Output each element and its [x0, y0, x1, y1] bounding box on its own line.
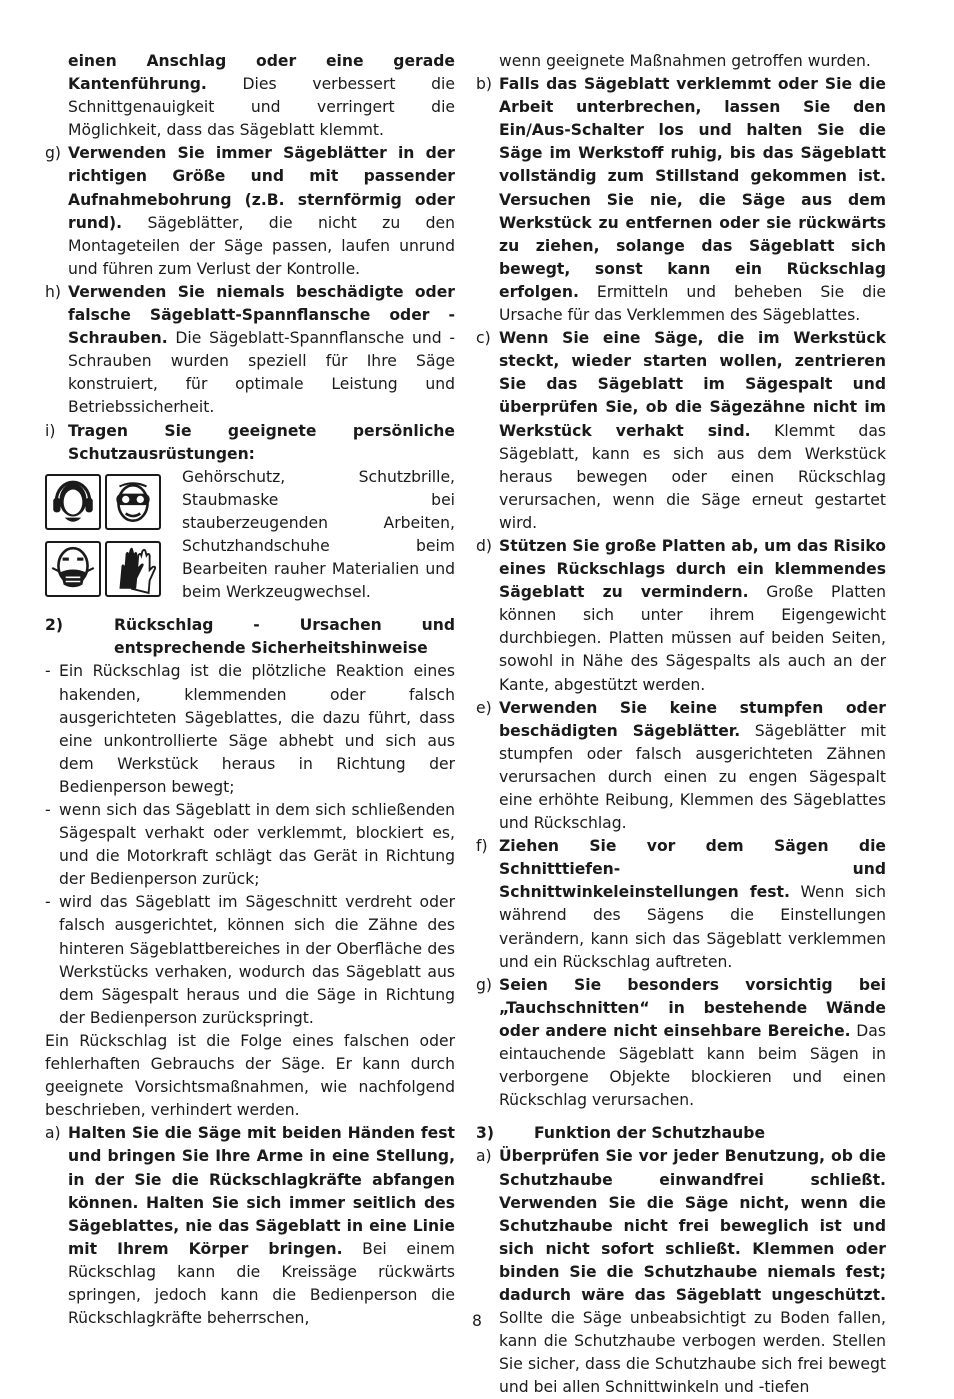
dash-bullet: - [45, 801, 51, 819]
item-bold: Halten Sie die Säge mit beiden Händen fest und bringen Sie Ihre Arme in eine Stellung, in der Sie die Rückschlagkräfte abfangen können. Halten Sie sich immer seitlich des Sägeblattes, nie das Sägeblatt in eine Linie mit Ihrem Körper bringen. [68, 1124, 455, 1258]
page-number: 8 [472, 1312, 482, 1330]
dash-list-item [45, 799, 455, 891]
item-text: Das eintauchende Sägeblatt kann beim Sägen in verborgene Objekte blockieren und einen Rückschlag verursachen. [499, 1021, 886, 1110]
dash-list-item [45, 891, 455, 1030]
dash-item-text: wenn sich das Sägeblatt in dem sich schließenden Sägespalt verhakt oder verklemmt, blockiert es, und die Motorkraft schlägt das Gerät in Richtung der Bedienperson zurück; [59, 801, 455, 889]
item-bold: Tragen Sie geeignete persönliche Schutzausrüstungen: [68, 421, 455, 463]
protective-gloves-icon [105, 541, 161, 597]
item-bold: Verwenden Sie keine stumpfen oder beschädigten Sägeblätter. [499, 698, 886, 740]
list-item-a-right [476, 1145, 886, 1399]
ppe-description: Gehörschutz, Schutzbrille, Staubmaske bei stauberzeugenden Arbeiten, Schutzhandschuhe beim Bearbeiten rauher Materialien und beim Werkzeugwechsel. [182, 467, 455, 602]
item-bold: Ziehen Sie vor dem Sägen die Schnitttiefen- und Schnittwinkeleinstellungen fest. [499, 837, 886, 902]
item-text: Sollte die Säge unbeabsichtigt zu Boden fallen, kann die Schutzhaube verbogen werden. Stellen Sie sicher, dass die Schutzhaube sich frei bewegt und bei allen Schnittwinkeln und -tiefen [499, 1309, 886, 1397]
item-text: Große Platten können sich unter ihrem Eigengewicht durchbiegen. Platten müssen auf beiden Seiten, sowohl in Nähe des Sägespalts als auch an der Kante, abgestützt werden. [499, 583, 886, 694]
item-bold: Wenn Sie eine Säge, die im Werkstück steckt, wieder starten wollen, zentrieren Sie das Sägeblatt im Sägespalt und überprüfen Sie, ob die Sägezähne nicht im Werkstück verhakt sind. [499, 329, 886, 440]
item-marker: a) [476, 1147, 492, 1166]
list-item-i [45, 420, 455, 466]
section-title: Rückschlag - Ursachen und entsprechende Sicherheitshinweise [114, 616, 455, 658]
item-text: Wenn sich während des Sägens die Einstellungen verändern, kann sich das Sägeblatt verklemmen und ein Rückschlag auftreten. [499, 883, 886, 971]
item-bold: Überprüfen Sie vor jeder Benutzung, ob die Schutzhaube einwandfrei schließt. Verwenden Sie die Säge nicht, wenn die Schutzhaube nicht frei beweglich ist und sich nicht sofort schließt. Klemmen oder binden Sie die Schutzhaube niemals fest; dadurch wäre das Sägeblatt ungeschützt. [499, 1147, 886, 1304]
item-bold: Verwenden Sie immer Sägeblätter in der richtigen Größe und mit passender Aufnahmebohrung (z.B. sternförmig oder rund). [68, 144, 455, 232]
item-bold: Stützen Sie große Platten ab, um das Risiko eines Rückschlags durch ein klemmendes Sägeblatt zu vermindern. [499, 536, 886, 602]
dash-list-item [45, 660, 455, 799]
dash-item-text: Ein Rückschlag ist die plötzliche Reaktion eines hakenden, klemmenden oder falsch ausgerichteten Sägeblattes, die dazu führt, dass eine unkontrollierte Säge abhebt und sich aus dem Werkstück heraus in Richtung der Bedienperson bewegt; [59, 662, 455, 796]
section-title: Funktion der Schutzhaube [534, 1124, 766, 1143]
section-heading-2 [45, 614, 455, 660]
right-column [476, 50, 886, 1399]
item-text: Bei einem Rückschlag kann die Kreissäge rückwärts springen, jedoch kann die Bedienperson die Rückschlagkräfte beherrschen, [68, 1239, 455, 1328]
dust-mask-icon [45, 541, 101, 597]
list-item-e [476, 697, 886, 836]
item-marker: b) [476, 75, 492, 94]
list-item-f [476, 835, 886, 974]
left-column [45, 50, 455, 1330]
list-item-a [45, 1122, 455, 1330]
item-marker: g) [476, 975, 492, 994]
list-item-d [476, 535, 886, 697]
item-text: Klemmt das Sägeblatt, kann es sich aus dem Werkstück heraus bewegen oder einen Rückschlag verursachen, wenn die Säge erneut gestartet wird. [499, 421, 886, 532]
item-text: Ermitteln und beheben Sie die Ursache für das Verklemmen des Sägeblattes. [499, 282, 886, 325]
safety-goggles-icon [105, 474, 161, 530]
section-number: 3) [476, 1124, 494, 1143]
intro-bold: einen Anschlag oder eine gerade Kantenführung. [68, 52, 455, 94]
dash-bullet: - [45, 662, 51, 681]
kickback-paragraph: Ein Rückschlag ist die Folge eines falschen oder fehlerhaften Gebrauchs der Säge. Er kann durch geeignete Vorsichtsmaßnahmen, wie nachfolgend beschrieben, verhindert werden. [45, 1031, 455, 1120]
list-item-b [476, 73, 886, 327]
item-marker: h) [45, 282, 61, 301]
item-bold: Verwenden Sie niemals beschädigte oder falsche Sägeblatt-Spannflansche oder -Schrauben. [68, 282, 455, 348]
item-marker: e) [476, 698, 492, 717]
ppe-icon-grid [45, 466, 169, 605]
item-marker: f) [476, 837, 488, 856]
dash-item-text: wird das Sägeblatt im Sägeschnitt verdreht oder falsch ausgerichtet, können sich die Zähne des hinteren Sägeblattbereiches in der Oberfläche des Werkstücks verhaken, wodurch das Sägeblatt aus dem Sägespalt heraus und die Säge in Richtung der Bedienperson zurückspringt. [59, 893, 455, 1027]
section-number: 2) [45, 616, 63, 635]
item-bold: Falls das Sägeblatt verklemmt oder Sie die Arbeit unterbrechen, lassen Sie den Ein/Aus-Schalter los und halten Sie die Säge im Werkstoff ruhig, bis das Sägeblatt vollständig zum Stillstand gekommen ist. Versuchen Sie nie, die Säge aus dem Werkstück zu entfernen oder sie rückwärts zu ziehen, solange das Sägeblatt sich bewegt, sonst kann ein Rückschlag erfolgen. [499, 75, 886, 301]
intro-text: Dies verbessert die Schnittgenauigkeit und verringert die Möglichkeit, dass das Sägeblatt klemmt. [68, 75, 455, 140]
item-marker: a) [45, 1124, 61, 1143]
continuation-text: wenn geeignete Maßnahmen getroffen wurden. [499, 52, 871, 70]
section-heading-3 [476, 1122, 886, 1145]
dash-bullet: - [45, 893, 51, 912]
item-text: Sägeblätter, die nicht zu den Montageteilen der Säge passen, laufen unrund und führen zum Verlust der Kontrolle. [68, 213, 455, 278]
ear-protection-icon [45, 474, 101, 530]
item-marker: g) [45, 144, 61, 163]
list-item-g [45, 142, 455, 281]
list-item-c [476, 327, 886, 535]
list-item-g-right [476, 974, 886, 1113]
item-marker: i) [45, 421, 56, 440]
item-text: Die Sägeblatt-Spannflansche und -Schrauben wurden speziell für Ihre Säge konstruiert, für optimale Leistung und Betriebssicherheit. [68, 329, 455, 417]
item-marker: c) [476, 329, 491, 348]
list-item-h [45, 281, 455, 420]
item-bold: Seien Sie besonders vorsichtig bei „Tauchschnitten“ in bestehende Wände oder andere nicht einsehbare Bereiche. [499, 975, 886, 1040]
item-text: Sägeblätter mit stumpfen oder falsch ausgerichteten Zähnen verursachen durch einen zu engen Sägespalt eine erhöhte Reibung, Klemmen des Sägeblattes und Rückschlag. [499, 721, 886, 833]
item-marker: d) [476, 536, 492, 555]
ppe-block [45, 466, 455, 605]
intro-paragraph [68, 50, 455, 142]
